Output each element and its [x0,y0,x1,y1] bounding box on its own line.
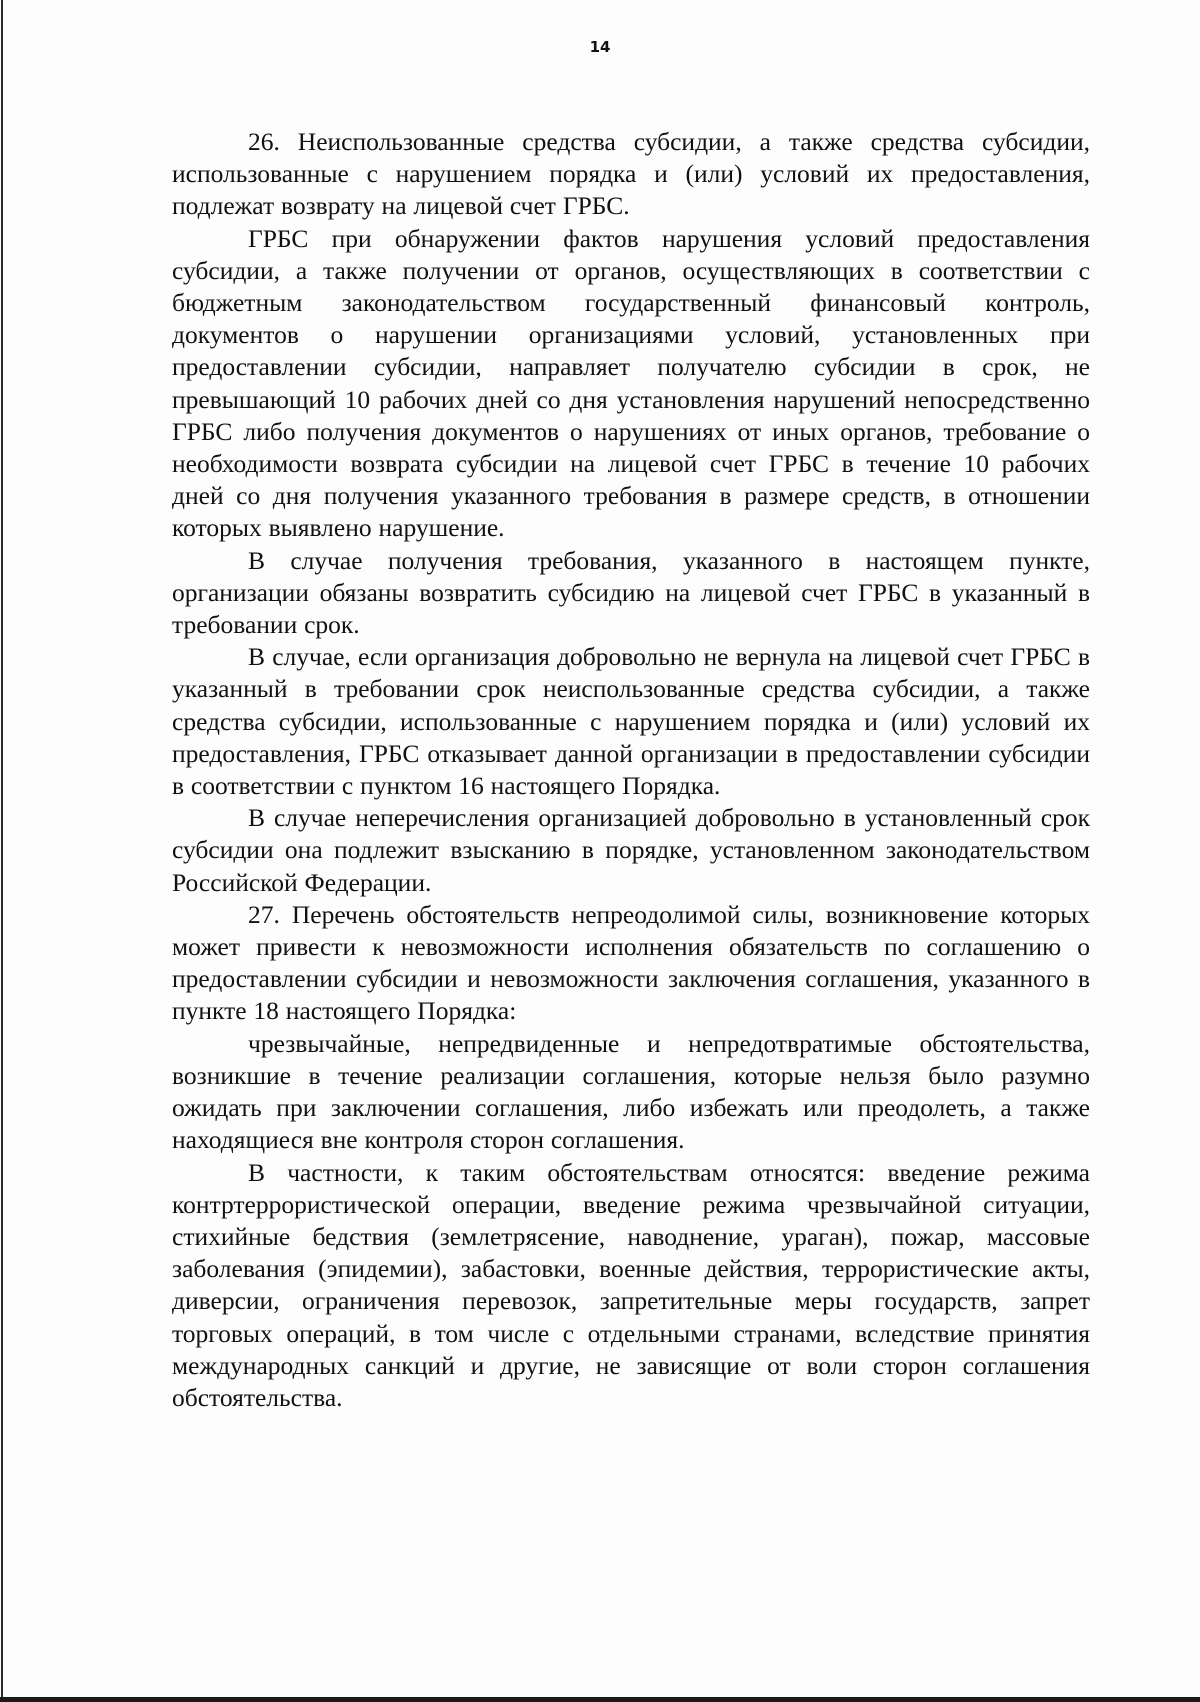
document-body [172,126,1090,1414]
paragraph-26-return-of-funds: 26. Неиспользованные средства субсидии, а также средства субсидии, использованные с нарушением порядка и (или) условий их предоставления, подлежат возврату на лицевой счет ГРБС. [172,127,1090,221]
paragraph-27-force-majeure: 27. Перечень обстоятельств непреодолимой силы, возникновение которых может привести к невозможности исполнения обязательств по соглашению о предоставлении субсидии и невозможности заключения соглашения, указанного в пункте 18 настоящего Порядка: [172,899,1090,1026]
paragraph-refusal-of-subsidy: В случае, если организация добровольно не вернула на лицевой счет ГРБС в указанный в требовании срок неиспользованные средства субсидии, а также средства субсидии, использованные с нарушением порядка и (или) условий их предоставления, ГРБС отказывает данной организации в предоставлении субсидии в соответствии с пунктом 16 настоящего Порядка. [172,642,1090,801]
paragraph-grbs-violation-notice: ГРБС при обнаружении фактов нарушения условий предоставления субсидии, а также получении от органов, осуществляющих в соответствии с бюджетным законодательством государственный финансовый контроль, документов о нарушении организациями условий, установленных при предоставлении субсидии, направляет получателю субсидии в срок, не превышающий 10 рабочих дней со дня установления нарушений непосредственно ГРБС либо получения документов о нарушениях от иных органов, требование о необходимости возврата субсидии на лицевой счет ГРБС в течение 10 рабочих дней со дня получения указанного требования в размере средств, в отношении которых выявлено нарушение. [172,223,1090,543]
paragraph-force-majeure-examples: В частности, к таким обстоятельствам относятся: введение режима контртеррористической операции, введение режима чрезвычайной ситуации, стихийные бедствия (землетрясение, наводнение, ураган), пожар, массовые заболевания (эпидемии), забастовки, военные действия, террористические акты, диверсии, ограничения перевозок, запретительные меры государств, запрет торговых операций, в том числе с отдельными странами, вследствие принятия международных санкций и другие, не зависящие от воли сторон соглашения обстоятельства. [172,1157,1090,1412]
scan-bottom-edge [0,1697,1200,1702]
scan-left-edge [1,0,3,1702]
paragraph-obligation-to-return: В случае получения требования, указанного в настоящем пункте, организации обязаны возвратить субсидию на лицевой счет ГРБС в указанный в требовании срок. [172,545,1090,640]
page-number: 14 [589,38,611,56]
paragraph-recovery: В случае неперечисления организацией добровольно в установленный срок субсидии она подлежит взысканию в порядке, установленном законодательством Российской Федерации. [172,803,1090,897]
paragraph-force-majeure-definition: чрезвычайные, непредвиденные и непредотвратимые обстоятельства, возникшие в течение реализации соглашения, которые нельзя было разумно ожидать при заключении соглашения, либо избежать или преодолеть, а также находящиеся вне контроля сторон соглашения. [172,1028,1090,1155]
